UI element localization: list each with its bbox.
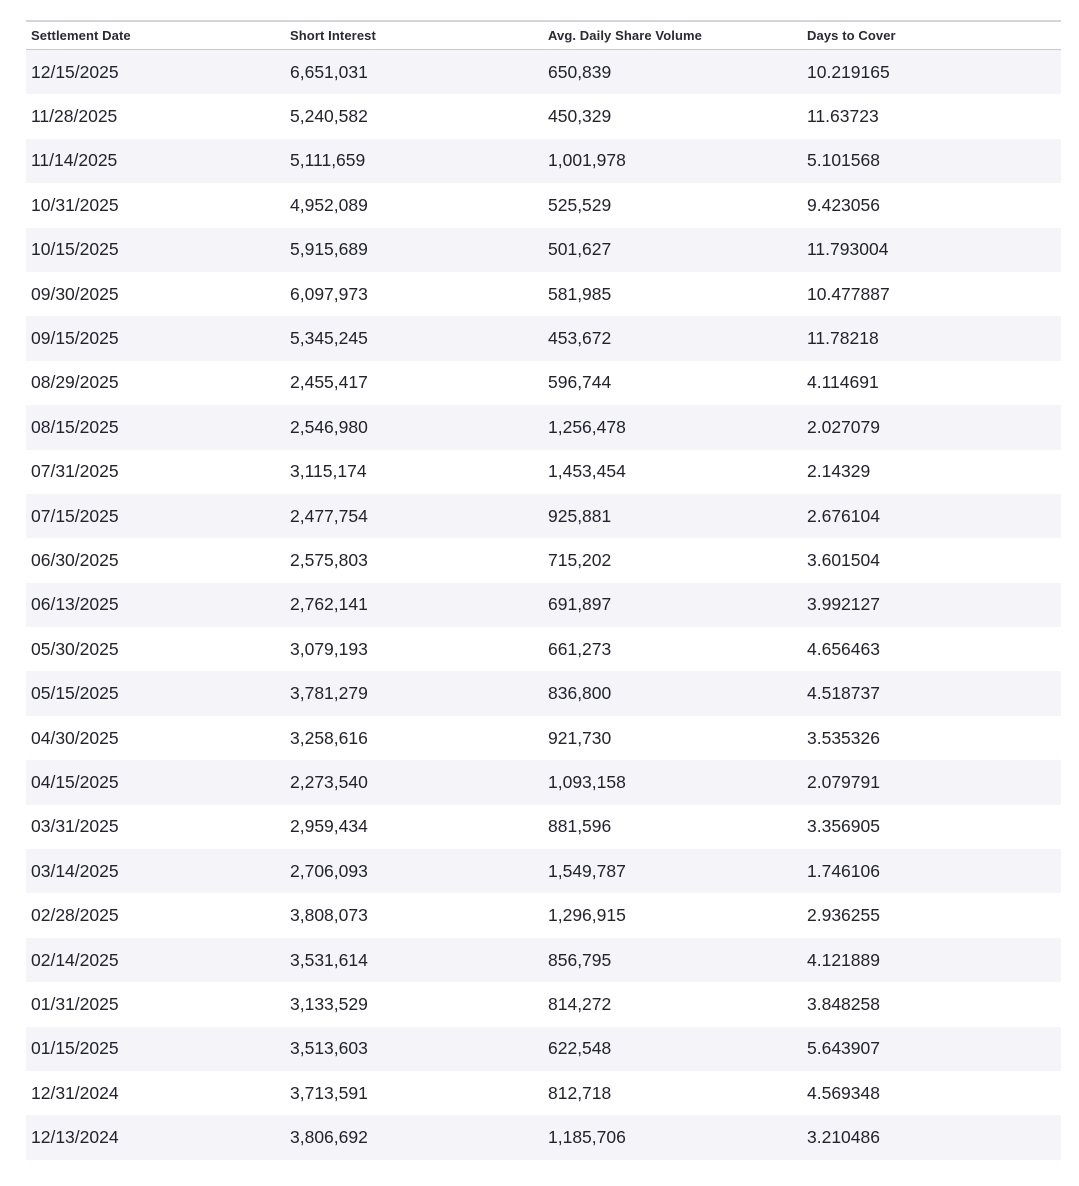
days-to-cover-cell: 10.477887 xyxy=(807,283,890,304)
avg-daily-volume-cell: 691,897 xyxy=(548,594,612,615)
days-to-cover-cell: 11.78218 xyxy=(807,328,879,349)
table-row xyxy=(26,849,1061,893)
days-to-cover-cell: 3.848258 xyxy=(807,993,880,1014)
short-interest-cell: 3,713,591 xyxy=(290,1082,368,1103)
table-row xyxy=(26,671,1061,715)
short-interest-table xyxy=(26,20,1061,1160)
settlement-date-cell: 09/15/2025 xyxy=(31,328,119,349)
table-row xyxy=(26,94,1061,138)
header-short-interest[interactable]: Short Interest xyxy=(285,21,543,50)
settlement-date-cell: 07/15/2025 xyxy=(31,505,119,526)
table-row xyxy=(26,938,1061,982)
short-interest-cell: 5,111,659 xyxy=(290,150,366,171)
avg-daily-volume-cell: 450,329 xyxy=(548,106,612,127)
days-to-cover-cell: 9.423056 xyxy=(807,194,880,215)
days-to-cover-cell: 3.210486 xyxy=(807,1127,880,1148)
settlement-date-cell: 05/15/2025 xyxy=(31,683,119,704)
avg-daily-volume-cell: 921,730 xyxy=(548,727,612,748)
avg-daily-volume-cell: 836,800 xyxy=(548,683,612,704)
days-to-cover-cell: 2.027079 xyxy=(807,416,880,437)
settlement-date-cell: 08/15/2025 xyxy=(31,416,119,437)
table-row xyxy=(26,760,1061,804)
avg-daily-volume-cell: 661,273 xyxy=(548,638,612,659)
days-to-cover-cell: 2.079791 xyxy=(807,771,880,792)
avg-daily-volume-cell: 1,093,158 xyxy=(548,771,626,792)
table-body xyxy=(26,50,1061,1160)
short-interest-cell: 3,513,603 xyxy=(290,1038,368,1059)
days-to-cover-cell: 1.746106 xyxy=(807,860,880,881)
settlement-date-cell: 02/28/2025 xyxy=(31,905,119,926)
settlement-date-cell: 01/15/2025 xyxy=(31,1038,119,1059)
short-interest-cell: 3,115,174 xyxy=(290,461,367,482)
short-interest-cell: 2,546,980 xyxy=(290,416,368,437)
table-row xyxy=(26,1027,1061,1071)
days-to-cover-cell: 4.114691 xyxy=(807,372,879,393)
table-row xyxy=(26,183,1061,227)
days-to-cover-cell: 10.219165 xyxy=(807,61,890,82)
avg-daily-volume-cell: 812,718 xyxy=(548,1082,612,1103)
avg-daily-volume-cell: 925,881 xyxy=(548,505,612,526)
days-to-cover-cell: 2.14329 xyxy=(807,461,871,482)
avg-daily-volume-cell: 715,202 xyxy=(548,549,612,570)
short-interest-cell: 2,959,434 xyxy=(290,816,368,837)
short-interest-cell: 3,781,279 xyxy=(290,683,368,704)
short-interest-cell: 5,240,582 xyxy=(290,106,368,127)
settlement-date-cell: 04/15/2025 xyxy=(31,771,119,792)
short-interest-cell: 5,915,689 xyxy=(290,239,368,260)
short-interest-cell: 3,806,692 xyxy=(290,1127,368,1148)
days-to-cover-cell: 2.676104 xyxy=(807,505,880,526)
table-row xyxy=(26,1115,1061,1159)
settlement-date-cell: 07/31/2025 xyxy=(31,461,119,482)
header-days-to-cover[interactable]: Days to Cover xyxy=(802,21,1061,50)
days-to-cover-cell: 4.656463 xyxy=(807,638,880,659)
settlement-date-cell: 01/31/2025 xyxy=(31,993,119,1014)
table-row xyxy=(26,450,1061,494)
table-row xyxy=(26,982,1061,1026)
settlement-date-cell: 06/13/2025 xyxy=(31,594,119,615)
table-row xyxy=(26,583,1061,627)
avg-daily-volume-cell: 581,985 xyxy=(548,283,612,304)
table-row xyxy=(26,805,1061,849)
avg-daily-volume-cell: 1,453,454 xyxy=(548,461,626,482)
settlement-date-cell: 03/31/2025 xyxy=(31,816,119,837)
short-interest-cell: 6,097,973 xyxy=(290,283,368,304)
days-to-cover-cell: 3.601504 xyxy=(807,549,880,570)
short-interest-cell: 2,273,540 xyxy=(290,771,368,792)
days-to-cover-cell: 3.535326 xyxy=(807,727,880,748)
settlement-date-cell: 03/14/2025 xyxy=(31,860,119,881)
short-interest-cell: 3,079,193 xyxy=(290,638,368,659)
avg-daily-volume-cell: 856,795 xyxy=(548,949,612,970)
settlement-date-cell: 10/15/2025 xyxy=(31,239,119,260)
table-row xyxy=(26,272,1061,316)
days-to-cover-cell: 11.63723 xyxy=(807,106,879,127)
short-interest-cell: 3,531,614 xyxy=(290,949,368,970)
table-row xyxy=(26,50,1061,95)
table-row xyxy=(26,405,1061,449)
short-interest-cell: 3,133,529 xyxy=(290,993,368,1014)
settlement-date-cell: 02/14/2025 xyxy=(31,949,119,970)
table-row xyxy=(26,627,1061,671)
table-row xyxy=(26,228,1061,272)
avg-daily-volume-cell: 1,549,787 xyxy=(548,860,626,881)
short-interest-cell: 2,706,093 xyxy=(290,860,368,881)
short-interest-cell: 3,258,616 xyxy=(290,727,368,748)
short-interest-cell: 3,808,073 xyxy=(290,905,368,926)
table-row xyxy=(26,538,1061,582)
settlement-date-cell: 09/30/2025 xyxy=(31,283,119,304)
days-to-cover-cell: 4.518737 xyxy=(807,683,880,704)
settlement-date-cell: 05/30/2025 xyxy=(31,638,119,659)
short-interest-cell: 5,345,245 xyxy=(290,328,368,349)
days-to-cover-cell: 11.793004 xyxy=(807,239,889,260)
avg-daily-volume-cell: 501,627 xyxy=(548,239,612,260)
short-interest-cell: 4,952,089 xyxy=(290,194,368,215)
settlement-date-cell: 12/15/2025 xyxy=(31,61,119,82)
avg-daily-volume-cell: 1,296,915 xyxy=(548,905,626,926)
short-interest-cell: 6,651,031 xyxy=(290,61,368,82)
settlement-date-cell: 12/31/2024 xyxy=(31,1082,119,1103)
short-interest-cell: 2,762,141 xyxy=(290,594,368,615)
table-row xyxy=(26,1071,1061,1115)
table-row xyxy=(26,494,1061,538)
table-row xyxy=(26,316,1061,360)
avg-daily-volume-cell: 622,548 xyxy=(548,1038,612,1059)
avg-daily-volume-cell: 814,272 xyxy=(548,993,612,1014)
avg-daily-volume-cell: 1,256,478 xyxy=(548,416,626,437)
settlement-date-cell: 06/30/2025 xyxy=(31,549,119,570)
short-interest-cell: 2,575,803 xyxy=(290,549,368,570)
header-avg-daily-share-volume[interactable]: Avg. Daily Share Volume xyxy=(543,21,802,50)
days-to-cover-cell: 2.936255 xyxy=(807,905,880,926)
header-settlement-date[interactable]: Settlement Date xyxy=(26,21,285,50)
table-row xyxy=(26,893,1061,937)
table-row xyxy=(26,361,1061,405)
days-to-cover-cell: 5.643907 xyxy=(807,1038,880,1059)
avg-daily-volume-cell: 1,001,978 xyxy=(548,150,626,171)
short-interest-table-container xyxy=(26,20,1061,1160)
table-header xyxy=(26,21,1061,50)
settlement-date-cell: 08/29/2025 xyxy=(31,372,119,393)
settlement-date-cell: 10/31/2025 xyxy=(31,194,119,215)
header-row xyxy=(26,21,1061,50)
settlement-date-cell: 11/14/2025 xyxy=(31,150,118,171)
avg-daily-volume-cell: 881,596 xyxy=(548,816,612,837)
days-to-cover-cell: 5.101568 xyxy=(807,150,880,171)
days-to-cover-cell: 3.356905 xyxy=(807,816,880,837)
days-to-cover-cell: 3.992127 xyxy=(807,594,880,615)
avg-daily-volume-cell: 525,529 xyxy=(548,194,612,215)
short-interest-cell: 2,477,754 xyxy=(290,505,368,526)
avg-daily-volume-cell: 453,672 xyxy=(548,328,612,349)
settlement-date-cell: 12/13/2024 xyxy=(31,1127,119,1148)
table-row xyxy=(26,139,1061,183)
avg-daily-volume-cell: 650,839 xyxy=(548,61,612,82)
avg-daily-volume-cell: 1,185,706 xyxy=(548,1127,626,1148)
table-row xyxy=(26,716,1061,760)
days-to-cover-cell: 4.569348 xyxy=(807,1082,880,1103)
short-interest-cell: 2,455,417 xyxy=(290,372,368,393)
settlement-date-cell: 11/28/2025 xyxy=(31,106,118,127)
days-to-cover-cell: 4.121889 xyxy=(807,949,880,970)
settlement-date-cell: 04/30/2025 xyxy=(31,727,119,748)
avg-daily-volume-cell: 596,744 xyxy=(548,372,612,393)
